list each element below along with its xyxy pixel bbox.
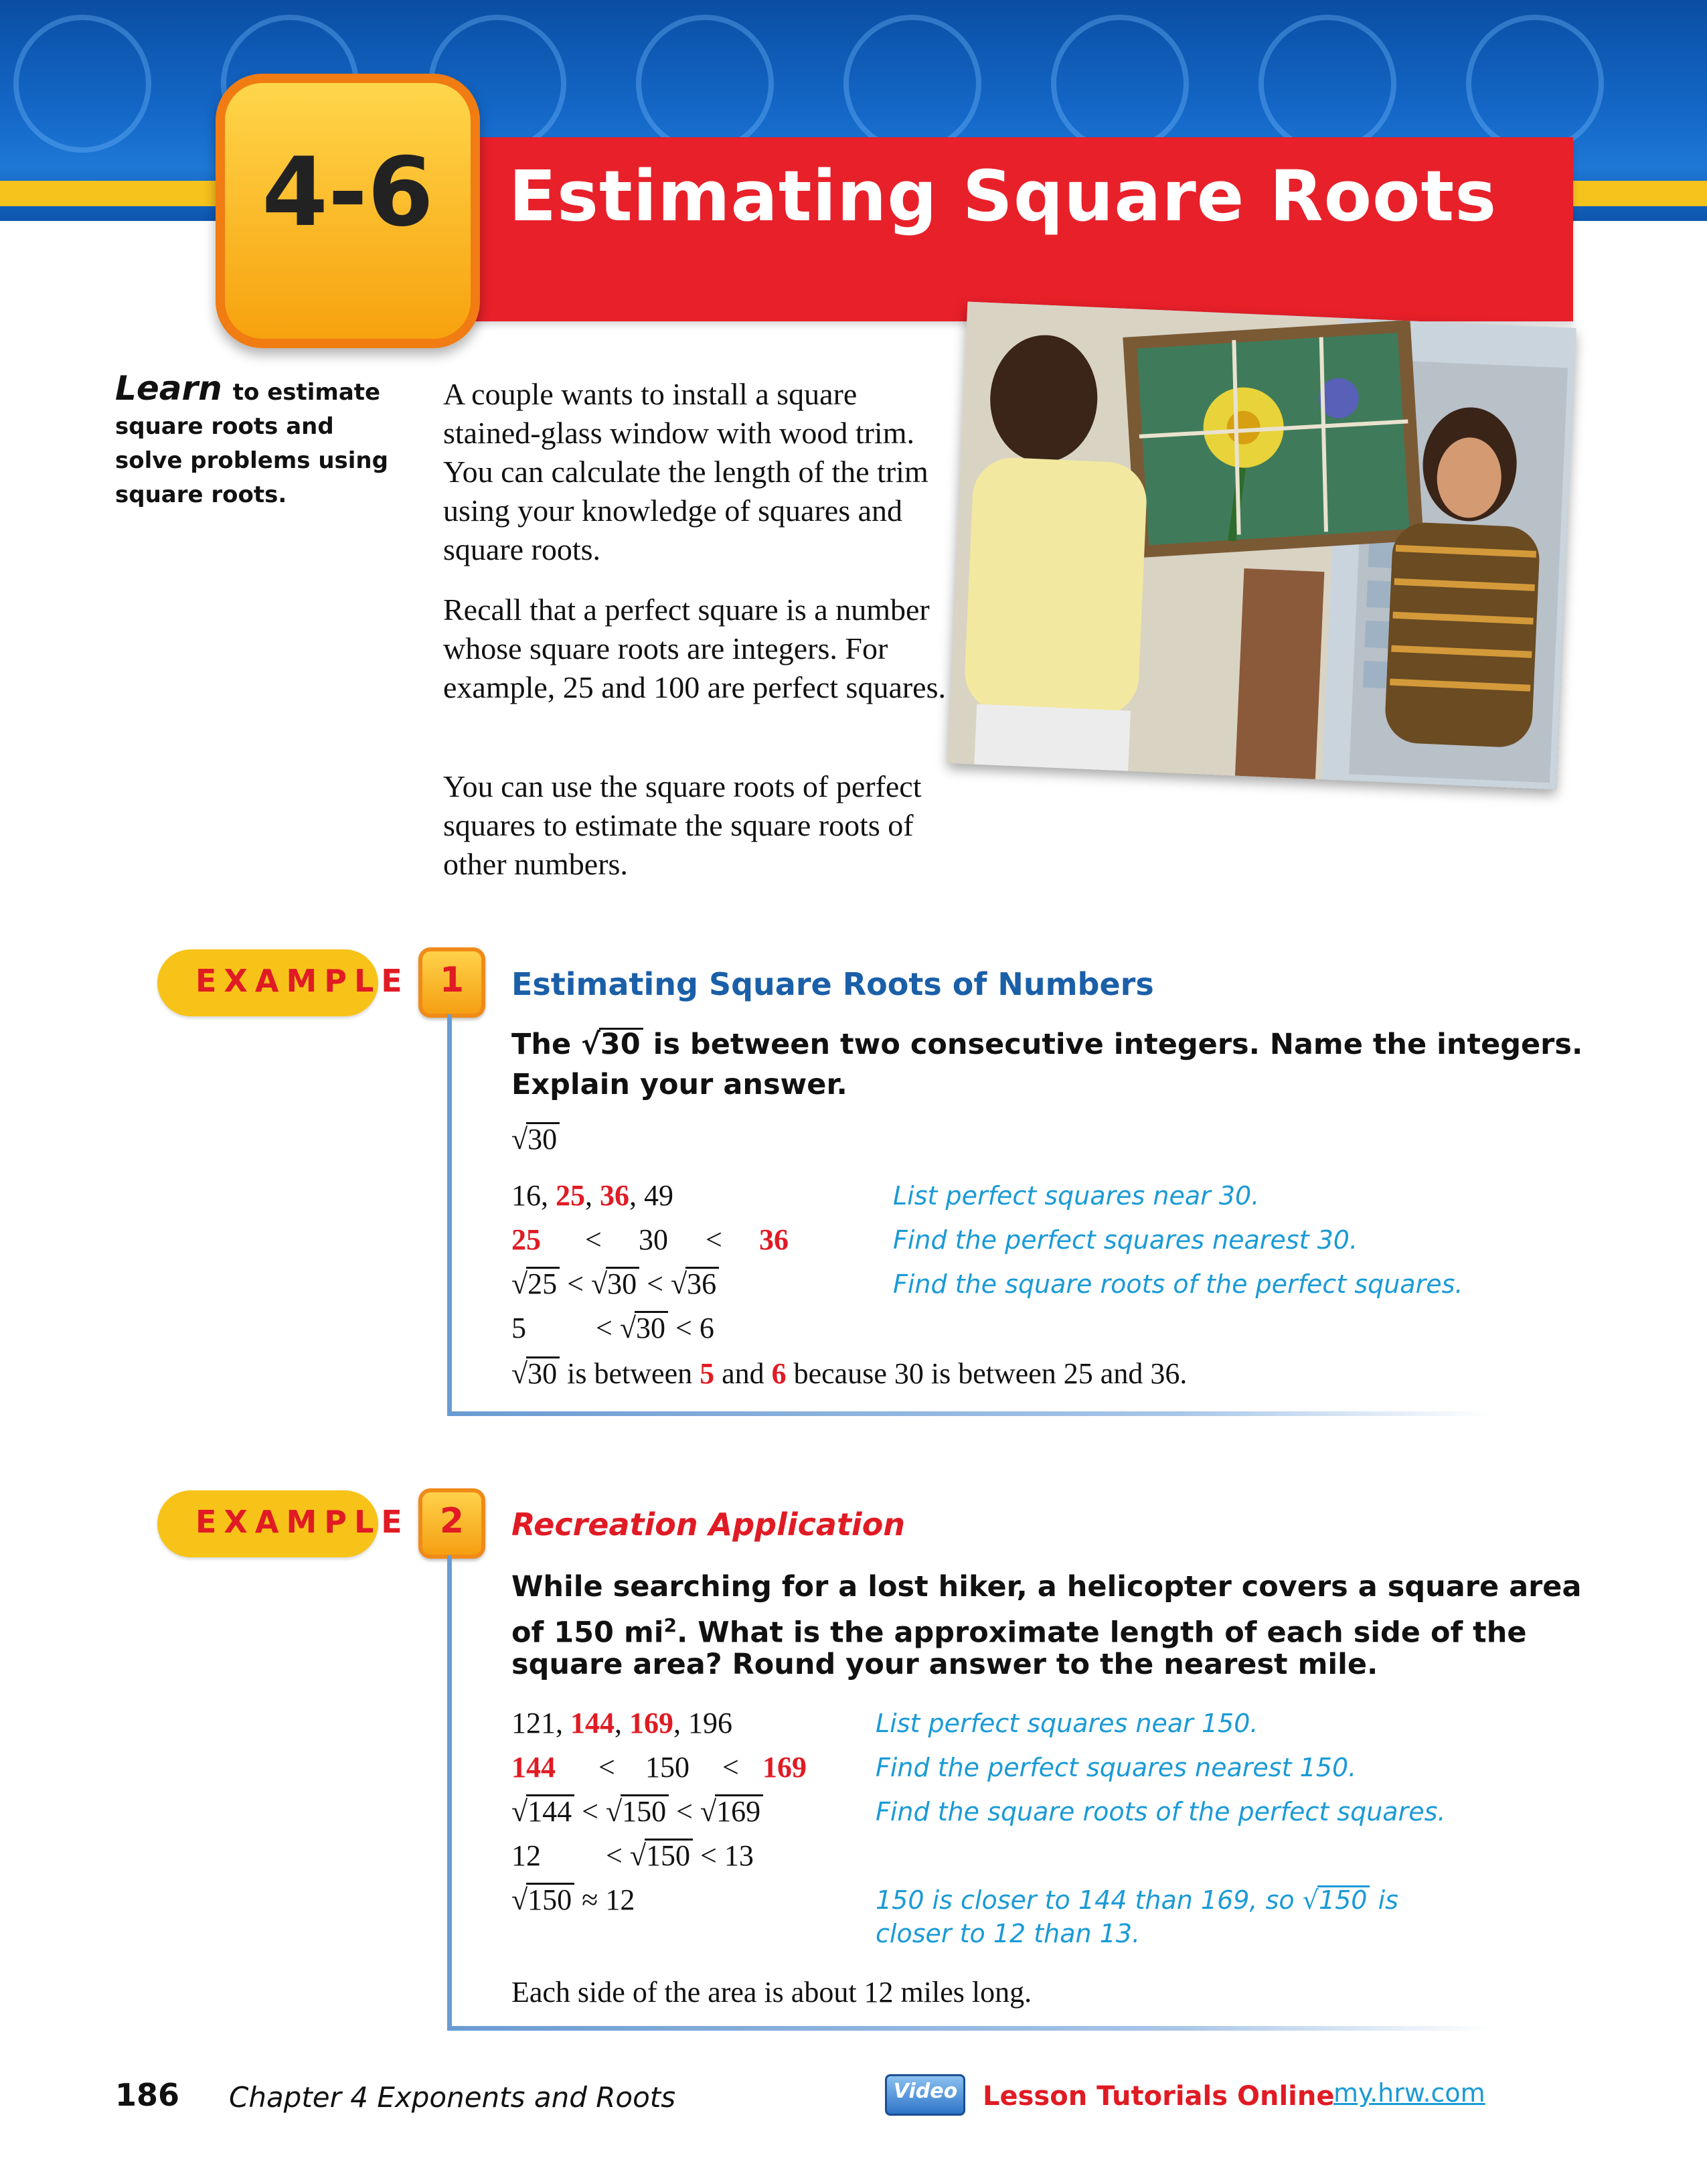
ex2-note-5-line2: closer to 12 than 13. (876, 1919, 1141, 1948)
less-than: < (676, 1795, 693, 1828)
value: 16, (511, 1179, 556, 1212)
text: is between (567, 1357, 693, 1390)
value: 121, (511, 1707, 570, 1739)
value-highlight: 169 (762, 1751, 807, 1784)
less-than: < (675, 1312, 692, 1344)
intro-paragraph: You can use the square roots of perfect squares to estimate the square roots of other numbers. (443, 769, 922, 881)
ex1-row-3 (511, 1267, 719, 1301)
example-2-question-line1: While searching for a lost hiker, a helicopter covers a square area (511, 1570, 1582, 1604)
value: , 49 (629, 1179, 673, 1212)
value-highlight: 36 (600, 1179, 629, 1212)
q-text: . What is the approximate length of each side of the (676, 1616, 1527, 1650)
radicand: 30 (606, 1267, 639, 1300)
ex2-note-2: Find the perfect squares nearest 150. (876, 1753, 1357, 1782)
page-number: 186 (115, 2077, 180, 2113)
radicand: 150 (1317, 1885, 1370, 1914)
radical: √ (1302, 1885, 1319, 1915)
decor-ring (1051, 15, 1189, 153)
value: 13 (724, 1839, 754, 1872)
value-highlight: 5 (700, 1357, 715, 1390)
intro-paragraph: Recall that a perfect square is a number whose square roots are integers. For example, 25 and 100 are perfect squares. (443, 593, 947, 704)
example-1-question-line2: Explain your answer. (511, 1068, 847, 1101)
example-1-bottom-rule (447, 1411, 1491, 1416)
ex2-note-5 (876, 1885, 1398, 1915)
ex1-conclusion (511, 1356, 1187, 1391)
less-than: < (606, 1839, 623, 1872)
note-text: 150 is closer to 144 than 169, so (876, 1885, 1295, 1915)
ex2-row-1 (511, 1706, 732, 1740)
example-2-bottom-rule (447, 2026, 1491, 2031)
ex1-note-2: Find the perfect squares nearest 30. (893, 1225, 1358, 1255)
value: 12 (511, 1839, 541, 1872)
value: 30 (639, 1223, 668, 1256)
decor-ring (1466, 15, 1604, 153)
value-highlight: 25 (511, 1223, 541, 1256)
text: and (722, 1357, 764, 1390)
ex1-note-1: List perfect squares near 30. (893, 1181, 1260, 1211)
lesson-tutorials-label: Lesson Tutorials Online (983, 2081, 1335, 2112)
lesson-objective (115, 369, 390, 512)
less-than: < (706, 1223, 722, 1256)
decor-ring (843, 15, 981, 153)
ex1-row-4 (511, 1311, 714, 1345)
radical: √ (619, 1312, 636, 1344)
example-2-side-rule (447, 1555, 452, 2031)
example-2-title: Recreation Application (511, 1506, 906, 1543)
value: , 196 (673, 1707, 732, 1739)
q-text: The (511, 1028, 572, 1061)
radical: √ (511, 1123, 528, 1156)
intro-paragraph: A couple wants to install a square stained-glass window with wood trim. You can calculate the length of the trim using your knowledge of squares and square roots. (443, 377, 928, 566)
ex2-conclusion: Each side of the area is about 12 miles long. (511, 1976, 1032, 2009)
value: 5 (511, 1312, 526, 1344)
ex2-row-3 (511, 1794, 763, 1828)
text: because 30 is between 25 and 36. (793, 1357, 1188, 1390)
hrw-link[interactable]: my.hrw.com (1333, 2078, 1485, 2108)
radicand: 30 (526, 1356, 560, 1389)
example-2-label: EXAMPLE (195, 1504, 410, 1540)
value-highlight: 6 (771, 1357, 787, 1390)
value-highlight: 144 (570, 1707, 615, 1739)
radicand: 150 (526, 1883, 574, 1916)
less-than: < (598, 1751, 615, 1784)
objective-text: to estimate square roots and solve problems using square roots. (115, 379, 388, 508)
radicand: 25 (526, 1267, 560, 1300)
ex2-note-1: List perfect squares near 150. (876, 1709, 1258, 1738)
q-text: of 150 mi (511, 1616, 664, 1650)
less-than: < (596, 1312, 613, 1344)
radical: √ (581, 1028, 600, 1061)
stained-glass-photo (947, 301, 1576, 789)
less-than: < (722, 1751, 739, 1784)
less-than: < (647, 1267, 663, 1300)
radical: √ (511, 1795, 528, 1828)
radical: √ (590, 1267, 608, 1300)
radical: √ (511, 1267, 528, 1300)
less-than: < (567, 1267, 584, 1300)
photo-illustration (947, 301, 1576, 789)
radical: √ (511, 1883, 528, 1916)
less-than: < (582, 1795, 598, 1828)
exponent: 2 (663, 1614, 677, 1636)
radicand: 150 (645, 1839, 693, 1871)
radical: √ (511, 1357, 528, 1390)
value-highlight: 25 (556, 1179, 585, 1212)
value: , (615, 1707, 629, 1739)
lesson-number: 4-6 (262, 137, 434, 248)
radicand: 30 (526, 1122, 560, 1155)
radical: √ (670, 1267, 687, 1300)
radicand: 30 (599, 1028, 643, 1060)
example-2-number: 2 (439, 1501, 465, 1541)
ex1-row-1 (511, 1178, 673, 1213)
less-than: < (585, 1223, 602, 1256)
radicand: 169 (715, 1794, 763, 1827)
ex2-row-2 (511, 1750, 807, 1784)
example-2-question-line3: square area? Round your answer to the nearest mile. (511, 1648, 1378, 1681)
decor-ring (636, 15, 774, 153)
chapter-label: Chapter 4 Exponents and Roots (229, 2081, 676, 2114)
example-1-label: EXAMPLE (195, 963, 410, 999)
radicand: 150 (621, 1794, 669, 1827)
value: 6 (699, 1312, 714, 1344)
video-icon-label: Video (893, 2080, 958, 2103)
ex1-row-2 (511, 1223, 789, 1257)
q-text: is between two consecutive integers. Name the integers. (653, 1028, 1583, 1061)
value: 150 (645, 1751, 689, 1784)
less-than: < (700, 1839, 717, 1872)
ex2-row-4 (511, 1839, 754, 1873)
example-1-title: Estimating Square Roots of Numbers (511, 966, 1154, 1002)
ex2-note-3: Find the square roots of the perfect squares. (876, 1797, 1446, 1826)
radicand: 30 (635, 1311, 668, 1344)
example-1-side-rule (447, 1014, 452, 1416)
value-highlight: 144 (511, 1751, 556, 1784)
ex1-start-expression (511, 1122, 560, 1156)
page-title: Estimating Square Roots (509, 155, 1497, 237)
decor-ring (13, 15, 151, 153)
value-highlight: 169 (629, 1707, 673, 1739)
value: , (585, 1179, 600, 1212)
note-text: is (1378, 1885, 1398, 1915)
radical: √ (700, 1795, 717, 1828)
ex1-note-3: Find the square roots of the perfect squares. (893, 1269, 1463, 1299)
example-1-question (511, 1024, 1582, 1065)
radicand: 36 (685, 1267, 719, 1300)
example-1-number: 1 (439, 960, 465, 1000)
ex2-row-5 (511, 1883, 635, 1917)
radicand: 144 (526, 1794, 574, 1827)
approx-sign: ≈ (582, 1883, 598, 1916)
value-highlight: 36 (759, 1223, 789, 1256)
radical: √ (629, 1839, 646, 1872)
decor-ring (1258, 15, 1396, 153)
value: 12 (605, 1883, 635, 1916)
learn-label: Learn (115, 369, 222, 408)
radical: √ (605, 1795, 623, 1828)
